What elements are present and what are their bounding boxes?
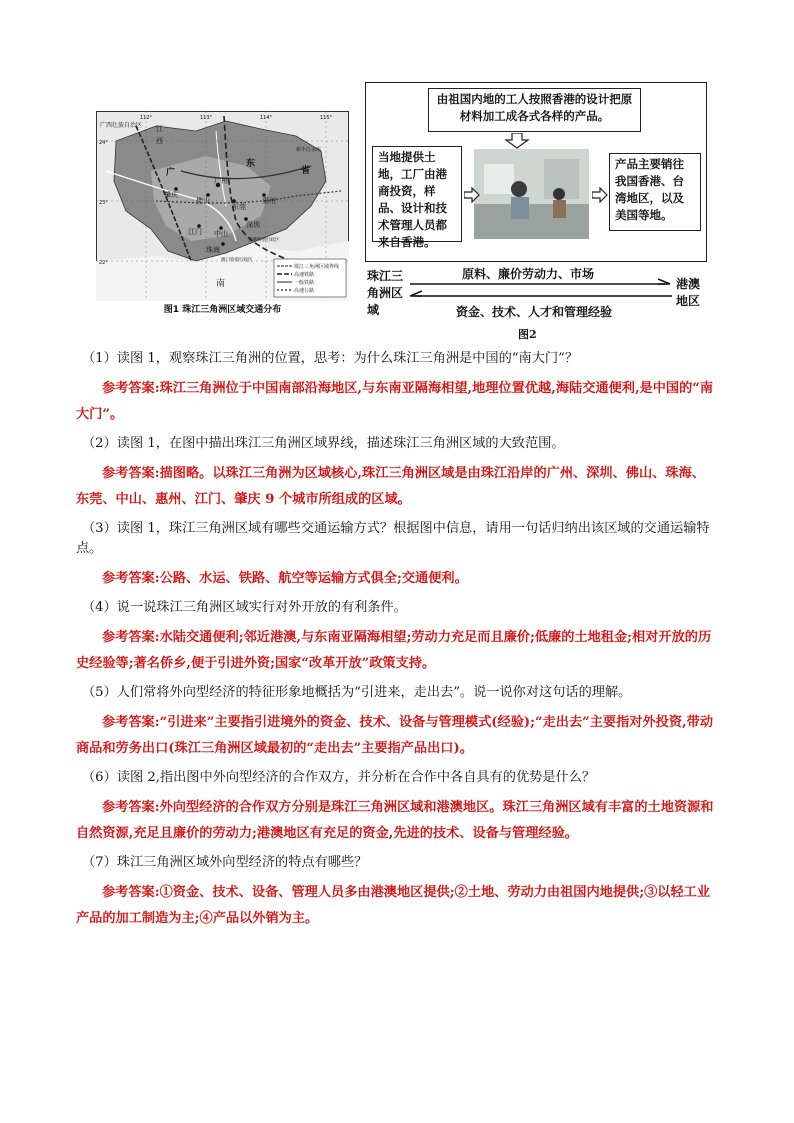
question-6: （6）读图 2,指出图中外向型经济的合作双方，并分析在合作中各自具有的优势是什么？ [82,770,596,785]
question-7: （7）珠江三角洲区域外向型经济的特点有哪些？ [82,855,368,870]
flow-top-label: 原料、廉价劳动力、市场 [462,267,595,281]
diagram-top-box: 由祖国内地的工人按照香港的设计把原材料加工成各式各样的产品。 [428,88,641,132]
flow-arrows [410,278,672,302]
label-lat2: 23° [99,200,108,206]
map-legend [274,259,346,297]
legend-item: 珠江三角洲区域界线 [294,264,340,270]
answer-2: 参考答案:描图略。以珠江三角洲为区域核心,珠江三角洲区域是由珠江沿岸的广州、深圳、佛山、珠海、东莞、中山、惠州、江门、肇庆 9 个城市所组成的区域。 [76,466,705,507]
label-lat1: 24° [99,140,108,146]
answer-7: 参考答案:①资金、技术、设备、管理人员多由港澳地区提供;②土地、劳动力由祖国内地提供;③以轻工业产品的加工制造为主;④产品以外销为主。 [76,885,711,926]
question-3: （3）读图 1，珠江三角洲区域有哪些交通运输方式？根据图中信息，请用一句话归纳出该区域的交通运输特点。 [76,521,710,556]
legend-item: 高速公路 [294,288,315,294]
question-1: （1）读图 1，观察珠江三角洲的位置，思考：为什么珠江三角洲是中国的“南大门”？ [82,351,579,366]
label-dongguan: 东莞 [232,203,246,211]
arrow-right-icon [592,187,608,203]
label-lon4: 115° [320,115,333,121]
label-dong: 东 [246,159,256,169]
answer-1: 参考答案:珠江三角洲位于中国南部沿海地区,与东南亚隔海相望,地理位置优越,海陆交通便利,是中国的“南大门”。 [76,381,714,422]
arrow-down-icon [502,133,532,149]
label-nan: 南 [216,279,226,289]
question-5: （5）人们常将外向型经济的特征形象地概括为“引进来，走出去”。说一说你对这句话的理解。 [82,685,632,700]
label-jiang: 江 [156,125,163,133]
question-2: （2）读图 1，在图中描出珠江三角洲区域界线，描述珠江三角洲区域的大致范围。 [82,436,565,451]
flow-bottom-label: 资金、技术、人才和管理经验 [456,305,613,319]
label-zhaoqing: 肇庆 [164,191,178,199]
label-zhongshan: 中山 [214,230,228,238]
label-huizhou: 惠州 [262,197,276,205]
label-macau: 澳门特别行政区 [221,258,253,263]
label-zhuhai: 珠海 [206,246,220,254]
answer-3: 参考答案:公路、水运、铁路、航空等运输方式俱全;交通便利。 [102,571,468,586]
question-list [76,349,718,938]
legend-item: 高速铁路 [294,272,315,278]
figure-1-map [96,111,349,301]
answer-5: 参考答案:“引进来”主要指引进境外的资金、技术、设备与管理模式(经验);“走出去”主要指对外投资,带动商品和劳务出口(珠江三角洲区域最初的“走出去”主要指产品出口)。 [76,715,714,756]
diagram-left-box: 当地提供土地，工厂由港商投资，样品、设计和技术管理人员都来自香港。 [372,146,462,242]
label-jiangmen: 江门 [188,228,202,236]
pearl-river-delta-map [96,111,349,301]
label-lat3: 22° [99,260,108,266]
label-guangxi: 广西壮族自治区 [100,122,143,129]
label-lon3: 114° [260,115,273,121]
label-guang: 广 [166,168,176,178]
label-guangzhou: 广州 [214,177,228,185]
answer-4: 参考答案:水陆交通便利;邻近港澳,与东南亚隔海相望;劳动力充足而且廉价;低廉的土地租金;相对开放的历史经验等;著名侨乡,便于引进外资;国家“改革开放”政策支持。 [76,630,712,671]
factory-photo [474,149,589,239]
arrow-right-icon [464,187,480,203]
legend-item: 一般铁路 [294,280,315,286]
label-lon1: 112° [140,115,153,121]
figure-2-diagram [365,82,707,262]
label-xinfengjiang: 新丰江水库 [296,147,322,153]
answer-6: 参考答案:外向型经济的合作双方分别是珠江三角洲区域和港澳地区。珠江三角洲区域有丰富的土地资源和自然资源,充足且廉价的劳动力;港澳地区有充足的资金,先进的技术、设备与管理经验。 [76,800,714,841]
question-4: （4）说一说珠江三角洲区域实行对外开放的有利条件。 [82,600,407,615]
label-xi: 西 [156,137,163,145]
label-foshan: 佛山 [196,197,210,205]
diagram-right-box: 产品主要销往我国香港、台湾地区，以及美国等地。 [609,153,701,231]
region-label-hk-macau: 港澳地区 [676,277,701,308]
label-hk: 香港特别行政区 [248,238,280,243]
label-lon2: 113° [200,115,213,121]
figure-2-caption: 图2 [518,328,537,341]
label-sheng: 省 [301,166,311,176]
figure-1-caption: 图1 珠江三角洲区域交通分布 [163,305,282,315]
region-label-prd: 珠江三角洲区域 [367,269,404,317]
label-shenzhen: 深圳 [246,221,260,229]
